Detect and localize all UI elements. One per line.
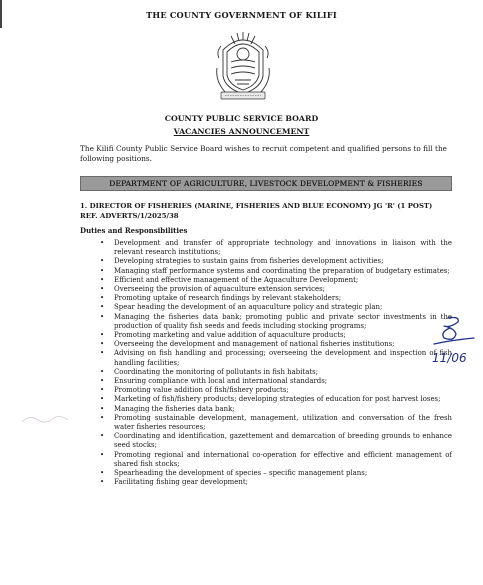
government-title: THE COUNTY GOVERNMENT OF KILIFI [146, 10, 337, 20]
duty-item: • Managing staff performance systems and coordinating the preparation of budgetary estimates; [100, 267, 452, 276]
duty-item: • Promoting regional and international co-operation for effective and efficient management of shared fish stocks; [100, 451, 452, 469]
county-seal-icon [213, 28, 273, 104]
position-title: 1. DIRECTOR OF FISHERIES (MARINE, FISHERIES AND BLUE ECONOMY) JG 'R' (1 POST) REF. ADVERTS/1/2025/38 [80, 202, 433, 220]
duty-item: • Development and transfer of appropriate technology and innovations in liaison with the relevant research institutions; [100, 239, 452, 257]
faint-pen-mark [20, 412, 70, 426]
duty-item: • Promoting marketing and value addition of aquaculture products; [100, 331, 452, 340]
duty-item: • Developing strategies to sustain gains from fisheries development activities; [100, 257, 452, 266]
duty-item: • Overseeing the development and management of national fisheries institutions; [100, 340, 452, 349]
duty-item: • Managing the fisheries data bank; [100, 405, 452, 414]
board-title: COUNTY PUBLIC SERVICE BOARD [164, 114, 319, 123]
duty-item: • Spear heading the development of an aquaculture policy and strategic plan; [100, 303, 452, 312]
announcement-title: VACANCIES ANNOUNCEMENT [173, 127, 310, 136]
duties-list [100, 239, 452, 487]
department-banner: DEPARTMENT OF AGRICULTURE, LIVESTOCK DEVELOPMENT & FISHERIES [80, 176, 452, 191]
duty-item: • Overseeing the provision of aquaculture extension services; [100, 285, 452, 294]
duty-item: • Marketing of fish/fishery products; developing strategies of education for post harvest loses; [100, 395, 452, 404]
duty-item: • Efficient and effective management of the Aquaculture Development; [100, 276, 452, 285]
handwritten-annotation [420, 314, 483, 370]
duty-item: • Promoting sustainable development, management, utilization and conversation of the fresh water fisheries resources; [100, 414, 452, 432]
intro-paragraph: The Kilifi County Public Service Board wishes to recruit competent and qualified persons to fill the following positions. [80, 144, 447, 164]
duty-item: • Coordinating and identification, gazettement and demarcation of breeding grounds to enhance seed stocks; [100, 432, 452, 450]
duties-heading: Duties and Responsibilities [80, 226, 188, 235]
duty-item: • Spearheading the development of species – specific management plans; [100, 469, 452, 478]
duty-item: • Facilitating fishing gear development; [100, 478, 452, 487]
duty-item: • Coordinating the monitoring of pollutants in fish habitats; [100, 368, 452, 377]
duty-item: • Promoting uptake of research findings by relevant stakeholders; [100, 294, 452, 303]
duty-item: • Ensuring compliance with local and international standards; [100, 377, 452, 386]
duty-item: • Promoting value addition of fish/fishery products; [100, 386, 452, 395]
handwritten-date: 11/06 [432, 351, 467, 365]
duty-item: • Advising on fish handling and processing; overseeing the development and inspection of fish handling facilities; [100, 349, 452, 367]
duty-item: • Managing the fisheries data bank; promoting public and private sector investments in the production of quality fish seeds and feeds including stocking programs; [100, 313, 452, 331]
